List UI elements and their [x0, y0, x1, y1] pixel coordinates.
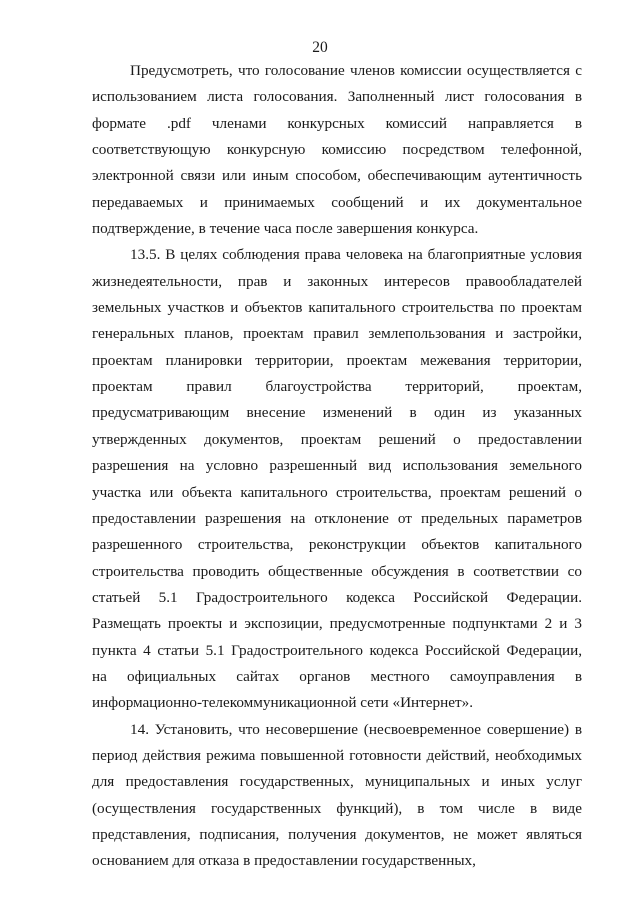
paragraph-3-line: представления, подписания, получения документов, не может являться: [92, 825, 582, 843]
paragraph-2-line: проектам планировки территории, проектам межевания территории,: [92, 351, 582, 369]
paragraph-1-line: использованием листа голосования. Заполненный лист голосования в: [92, 88, 582, 106]
paragraph-2-line: проектам правил благоустройства территорий, проектам,: [92, 378, 582, 396]
paragraph-2-line: генеральных планов, проектам правил землепользования и застройки,: [92, 325, 582, 343]
page-number: 20: [312, 39, 328, 56]
document-body: [92, 58, 582, 875]
paragraph-2-line: пункта 4 статьи 5.1 Градостроительного кодекса Российской Федерации,: [92, 641, 582, 659]
paragraph-2-line: информационно-телекоммуникационной сети «Интернет».: [92, 694, 474, 712]
paragraph-2-line: предусматривающим внесение изменений в один из указанных: [92, 404, 582, 422]
paragraph-1-line: передаваемых и принимаемых сообщений и их документальное: [92, 193, 582, 211]
paragraph-3-line: основанием для отказа в предоставлении государственных,: [92, 852, 476, 870]
paragraph-2-line: Размещать проекты и экспозиции, предусмотренные подпунктами 2 и 3: [92, 615, 582, 633]
paragraph-2-line: утвержденных документов, проектам решений о предоставлении: [92, 430, 582, 448]
paragraph-2-line: жизнедеятельности, прав и законных интересов правообладателей: [92, 272, 582, 290]
paragraph-2-line: на официальных сайтах органов местного самоуправления в: [92, 667, 582, 685]
paragraph-3-line: (осуществления государственных функций), в том числе в виде: [92, 799, 582, 817]
paragraph-2-line: разрешенного строительства, реконструкции объектов капитального: [92, 536, 582, 554]
paragraph-3-line: период действия режима повышенной готовности действий, необходимых: [92, 746, 582, 764]
paragraph-2-line: предоставлении разрешения на отклонение от предельных параметров: [92, 509, 582, 527]
paragraph-2-line: разрешения на условно разрешенный вид использования земельного: [92, 457, 582, 475]
paragraph-3-line: для предоставления государственных, муниципальных и иных услуг: [92, 773, 582, 791]
paragraph-1-line: формате .pdf членами конкурсных комиссий направляется в: [92, 114, 582, 132]
paragraph-1-line: соответствующую конкурсную комиссию посредством телефонной,: [92, 141, 582, 159]
paragraph-1-line: Предусмотреть, что голосование членов комиссии осуществляется с: [130, 62, 582, 79]
paragraph-1-line: электронной связи или иным способом, обеспечивающим аутентичность: [92, 167, 582, 185]
paragraph-1-line: подтверждение, в течение часа после завершения конкурса.: [92, 220, 479, 238]
paragraph-2-line: 13.5. В целях соблюдения права человека на благоприятные условия: [130, 246, 582, 264]
paragraph-3-line: 14. Установить, что несовершение (несвоевременное совершение) в: [130, 720, 582, 738]
paragraph-2-line: земельных участков и объектов капитального строительства по проектам: [92, 299, 582, 317]
paragraph-2-line: участка или объекта капитального строительства, проектам решений о: [92, 483, 582, 501]
paragraph-2-line: статьей 5.1 Градостроительного кодекса Российской Федерации.: [92, 588, 582, 606]
paragraph-2-line: строительства проводить общественные обсуждения в соответствии со: [92, 562, 582, 580]
